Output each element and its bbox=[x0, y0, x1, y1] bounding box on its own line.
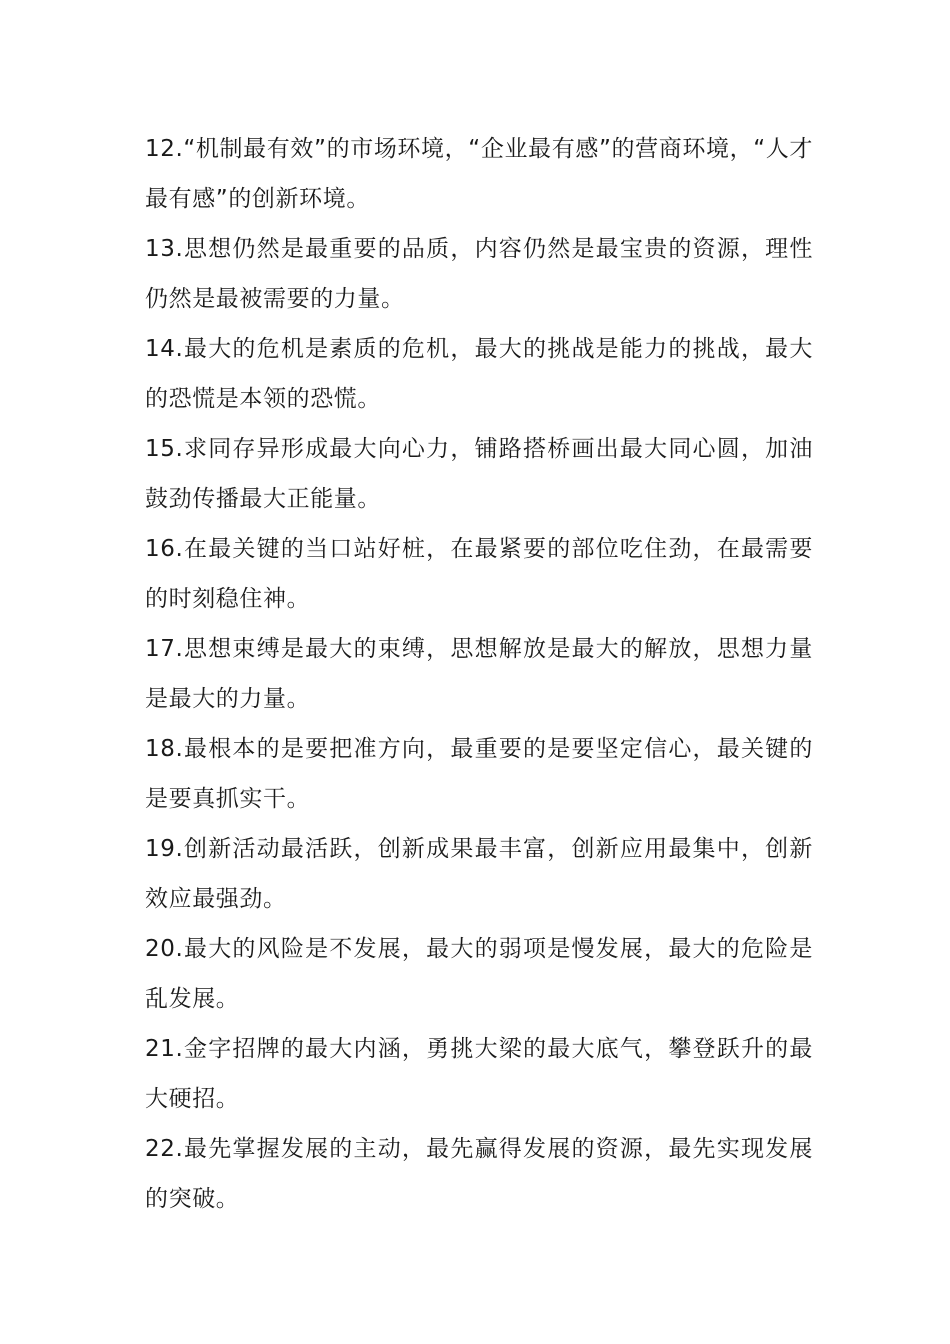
list-item-19: 19.创新活动最活跃，创新成果最丰富，创新应用最集中，创新效应最强劲。 bbox=[145, 836, 813, 912]
document-body bbox=[145, 124, 813, 1224]
list-item-22: 22.最先掌握发展的主动，最先赢得发展的资源，最先实现发展的突破。 bbox=[145, 1136, 813, 1212]
list-item-17: 17.思想束缚是最大的束缚，思想解放是最大的解放，思想力量是最大的力量。 bbox=[145, 636, 813, 712]
list-item-18: 18.最根本的是要把准方向，最重要的是要坚定信心，最关键的是要真抓实干。 bbox=[145, 736, 813, 812]
list-item-12: 12.“机制最有效”的市场环境，“企业最有感”的营商环境，“人才最有感”的创新环境。 bbox=[145, 136, 813, 212]
list-item-21: 21.金字招牌的最大内涵，勇挑大梁的最大底气，攀登跃升的最大硬招。 bbox=[145, 1036, 813, 1112]
list-item-20: 20.最大的风险是不发展，最大的弱项是慢发展，最大的危险是乱发展。 bbox=[145, 936, 813, 1012]
list-item-14: 14.最大的危机是素质的危机，最大的挑战是能力的挑战，最大的恐慌是本领的恐慌。 bbox=[145, 336, 813, 412]
list-item-15: 15.求同存异形成最大向心力，铺路搭桥画出最大同心圆，加油鼓劲传播最大正能量。 bbox=[145, 436, 813, 512]
list-item-16: 16.在最关键的当口站好桩，在最紧要的部位吃住劲，在最需要的时刻稳住神。 bbox=[145, 536, 813, 612]
list-item-13: 13.思想仍然是最重要的品质，内容仍然是最宝贵的资源，理性仍然是最被需要的力量。 bbox=[145, 236, 813, 312]
